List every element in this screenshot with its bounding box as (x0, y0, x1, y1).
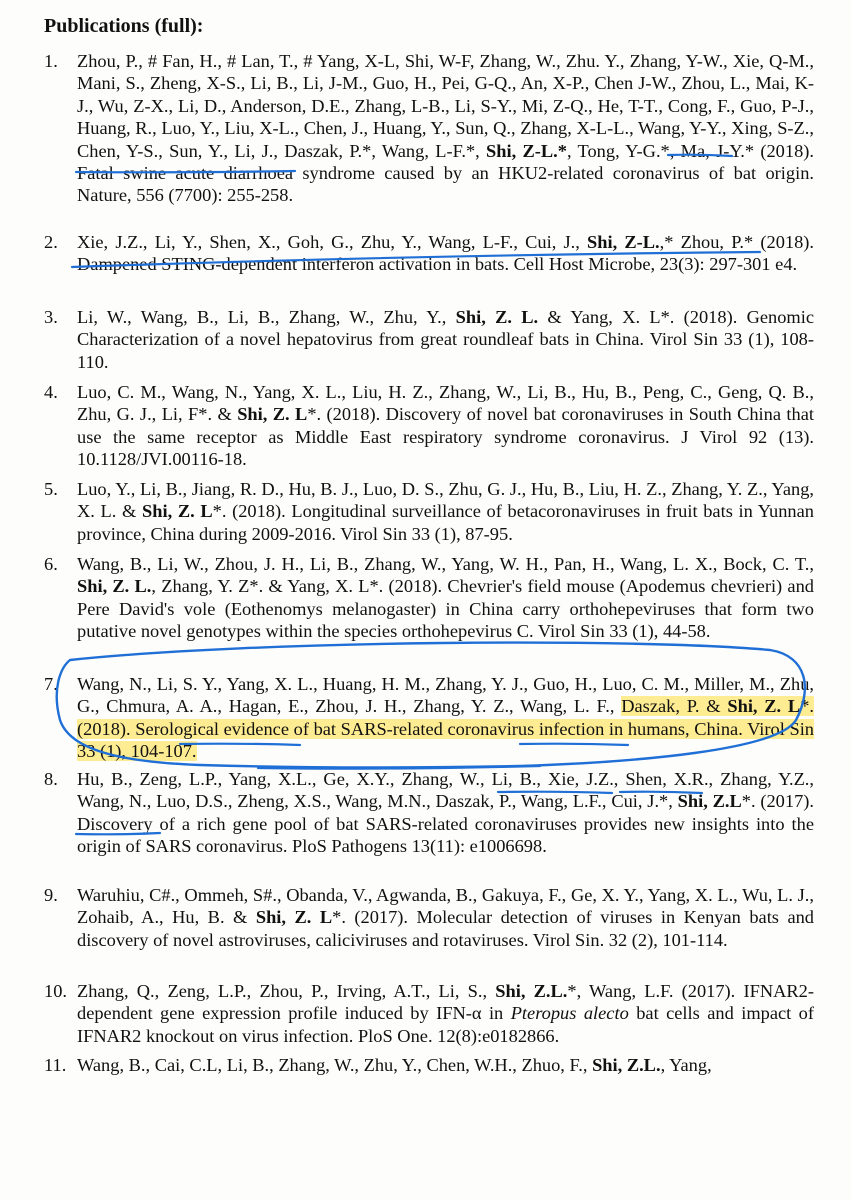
publication-citation (77, 1054, 814, 1076)
publication-citation (77, 768, 814, 858)
author-name-bold: Shi, Z-L. (587, 232, 660, 252)
citation-text: Wang, B., Cai, C.L, Li, B., Zhang, W., Zhu, Y., Chen, W.H., Zhuo, F., (77, 1055, 593, 1075)
publication-number: 7. (44, 674, 58, 694)
citation-text: Zhou, P., # Fan, H., # Lan, T., # Yang, X-L, Shi, W-F, Zhang, W., Zhu. Y., Zhang, Y-W., Xie, Q-M., Mani, S., Zheng, X-S., Li, B., Li, J-M., Guo, H., Pei, G-Q., An, X-P., Chen J-W., Zhou, L., Mai, K-J., Wu, Z-X., Li, D., Anderson, D.E., Zhang, L-B., Li, S-Y., Mi, Z-Q., He, T-T., Cong, F., Guo, P-J., Huang, R., Luo, Y., Liu, X-L., Chen, J., Huang, Y., Sun, Q., Zhang, X-L-L., Wang, Y-Y., Xing, S-Z., Chen, Y-S., Sun, Y., Li, J., Daszak, P.*, Wang, L-F.*, (77, 51, 814, 161)
citation-text: Luo, C. M., Wang, N., Yang, X. L., Liu, H. Z., Zhang, W., Li, B., Hu, B., Peng, C., Geng, Q. B., Zhu, G. J., Li, F*. & (77, 382, 814, 425)
citation-text: Waruhiu, C#., Ommeh, S#., Obanda, V., Agwanda, B., Gakuya, F., Ge, X. Y., Yang, X. L., Wu, L. J., Zohaib, A., Hu, B. & (77, 885, 814, 928)
author-name-bold: Shi, Z. L (142, 501, 213, 522)
publication-item (44, 768, 814, 858)
citation-text: Zhang, Q., Zeng, L.P., Zhou, P., Irving, A.T., Li, S., (77, 981, 496, 1001)
author-name-bold: Shi, Z. L (237, 404, 308, 425)
publication-number: 4. (44, 382, 58, 402)
publication-citation (77, 980, 814, 1047)
citation-text: *. (2017). Discovery of a rich gene pool of bat SARS-related coronaviruses provides new insights into the origin of SARS coronavirus. PloS Pathogens 13(11): e1006698. (77, 791, 814, 857)
publication-citation (77, 673, 814, 763)
publication-item (44, 673, 814, 763)
publication-citation (77, 553, 814, 643)
citation-text: *. (2017). Molecular detection of viruses in Kenyan bats and discovery of novel astroviruses, caliciviruses and rotaviruses. Virol Sin. 32 (2), 101-114. (77, 907, 815, 950)
citation-text: , Tong, Y-G.*, Ma, J-Y.* (2018). Fatal swine acute diarrhoea syndrome caused by an HKU2-related coronavirus of bat origin. Nature, 556 (7700): 255-258. (77, 140, 814, 206)
citation-text: *, Wang, L.F. (2017). IFNAR2-dependent gene expression profile induced by IFN-α in (77, 981, 814, 1024)
citation-text: *. (2018). Discovery of novel bat coronaviruses in South China that use the same receptor as Middle East respiratory syndrome coronavirus. J Virol 92 (13). 10.1128/JVI.00116-18. (77, 404, 814, 470)
publication-number: 11. (44, 1055, 67, 1075)
publication-citation (77, 231, 814, 276)
publication-citation (77, 884, 814, 951)
author-name-bold: Shi, Z. L. (77, 576, 152, 597)
publication-number: 8. (44, 769, 58, 789)
author-name-bold: Shi, Z. L. (455, 307, 539, 327)
publication-citation (77, 478, 814, 545)
citation-text: , Yang, (660, 1055, 712, 1075)
publication-number: 10. (44, 981, 67, 1001)
publication-item (44, 50, 814, 207)
citation-text: Xie, J.Z., Li, Y., Shen, X., Goh, G., Zhu, Y., Wang, L-F., Cui, J., (77, 232, 588, 252)
publication-item (44, 1054, 814, 1076)
author-name-bold: Shi, Z. L (255, 907, 333, 928)
section-heading: Publications (full): (44, 15, 204, 37)
author-name-bold: Shi, Z.L (677, 791, 742, 812)
citation-text: *. (2018). Serological evidence of bat SARS-related coronavirus infection in humans, China. Virol Sin 33 (1), 104-107. (77, 696, 814, 762)
publication-citation (77, 306, 814, 373)
italic-text: Pteropus alecto (510, 1003, 629, 1024)
author-name-bold: Shi, Z. L (727, 696, 801, 717)
publication-number: 9. (44, 885, 58, 905)
publication-number: 5. (44, 479, 58, 499)
publication-number: 1. (44, 51, 58, 71)
publication-citation (77, 381, 814, 471)
publication-item (44, 381, 814, 471)
citation-text: Wang, B., Li, W., Zhou, J. H., Li, B., Zhang, W., Yang, W. H., Pan, H., Wang, L. X., Bock, C. T., (77, 554, 814, 574)
citation-text: Daszak, P. & (621, 696, 728, 717)
author-name-bold: Shi, Z.L. (592, 1055, 661, 1075)
citation-text: & Yang, X. L*. (2018). Genomic Characterization of a novel hepatovirus from great roundleaf bats in China. Virol Sin 33 (1), 108-110. (77, 307, 814, 372)
publication-citation (77, 50, 814, 207)
citation-text: Wang, N., Li, S. Y., Yang, X. L., Huang, H. M., Zhang, Y. J., Guo, H., Luo, C. M., Miller, M., Zhu, G., Chmura, A. A., Hagan, E., Zhou, J. H., Zhang, Y. Z., Wang, L. F., (77, 674, 814, 717)
publication-item (44, 306, 814, 373)
author-name-bold: Shi, Z.L. (495, 981, 568, 1001)
author-name-bold: Shi, Z-L.* (486, 140, 567, 161)
citation-text: bat cells and impact of IFNAR2 knockout on virus infection. PloS One. 12(8):e0182866. (77, 1003, 814, 1046)
publication-number: 6. (44, 554, 58, 574)
publication-item (44, 884, 814, 951)
publication-number: 3. (44, 307, 58, 327)
publication-item (44, 231, 814, 276)
citation-text: ,* Zhou, P.* (2018). Dampened STING-dependent interferon activation in bats. Cell Host Microbe, 23(3): 297-301 e4. (77, 232, 815, 275)
publication-number: 2. (44, 232, 58, 252)
citation-text: Li, W., Wang, B., Li, B., Zhang, W., Zhu, Y., (77, 307, 456, 327)
citation-text: Hu, B., Zeng, L.P., Yang, X.L., Ge, X.Y., Zhang, W., Li, B., Xie, J.Z., Shen, X.R., Zhang, Y.Z., Wang, N., Luo, D.S., Zheng, X.S., Wang, M.N., Daszak, P., Wang, L.F., Cui, J.*, (77, 769, 814, 812)
publication-item (44, 478, 814, 545)
citation-text: Luo, Y., Li, B., Jiang, R. D., Hu, B. J., Luo, D. S., Zhu, G. J., Hu, B., Liu, H. Z., Zhang, Y. Z., Yang, X. L. & (77, 479, 814, 522)
publication-item (44, 553, 814, 643)
publication-item (44, 980, 814, 1047)
citation-text: , Zhang, Y. Z*. & Yang, X. L*. (2018). Chevrier's field mouse (Apodemus chevrieri) and Pere David's vole (Eothenomys melanogaster) in China carry orthohepeviruses that form two putative novel genotypes within the species orthohepevirus C. Virol Sin 33 (1), 44-58. (77, 576, 814, 642)
citation-text: *. (2018). Longitudinal surveillance of betacoronaviruses in fruit bats in Yunnan province, China during 2009-2016. Virol Sin 33 (1), 87-95. (77, 501, 814, 544)
